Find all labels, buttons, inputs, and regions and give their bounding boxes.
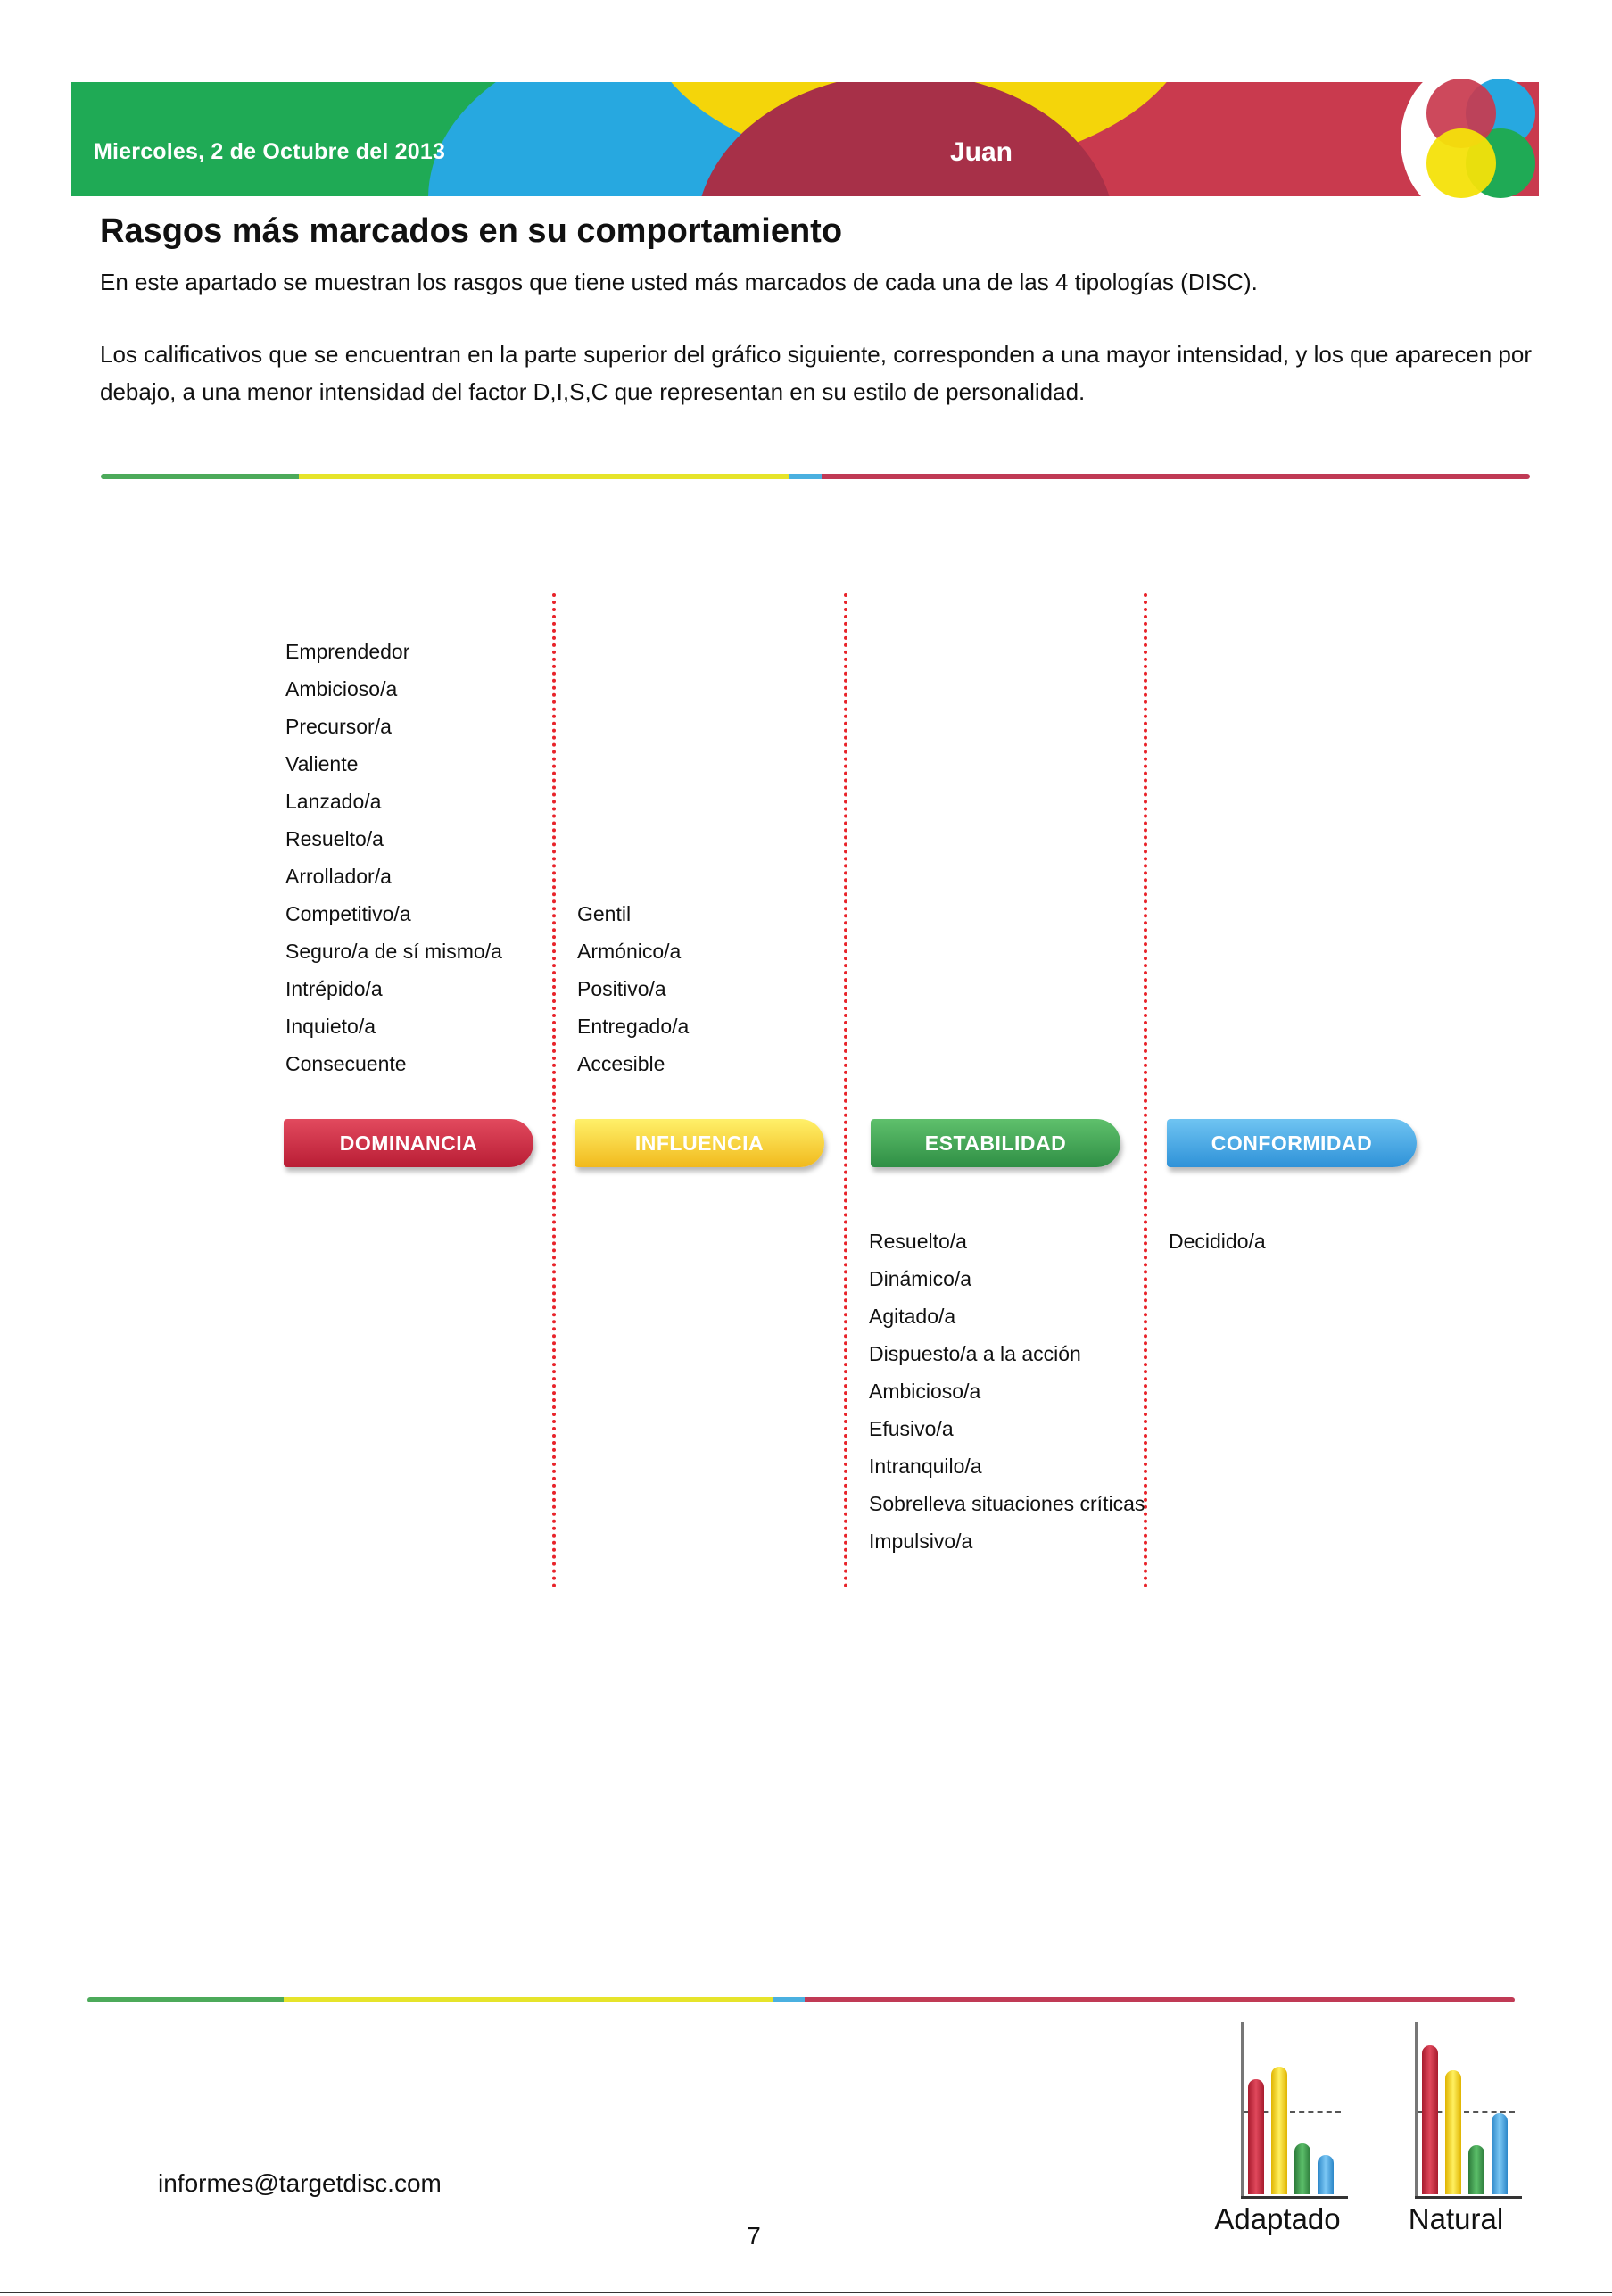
factor-conformidad: CONFORMIDAD: [1167, 1119, 1417, 1167]
mini-chart-x-axis: [1415, 2196, 1522, 2199]
divider-red: [805, 1997, 1515, 2002]
person-name: Juan: [949, 137, 1013, 167]
trait-item: Gentil: [577, 902, 632, 925]
mini-chart-y-axis: [1241, 2022, 1244, 2199]
influencia-traits-above: [577, 895, 689, 1082]
trait-item: Resuelto/a: [869, 1230, 967, 1253]
mini-chart-natural: [1409, 2018, 1525, 2197]
dominancia-traits-above: [285, 633, 502, 1082]
trait-item: Competitivo/a: [285, 902, 411, 925]
trait-item: Sobrelleva situaciones críticas: [869, 1492, 1145, 1515]
mini-chart-x-axis: [1241, 2196, 1348, 2199]
bottom-divider: [87, 1997, 1515, 2002]
separator-d-i: [552, 593, 556, 1588]
trait-item: Dispuesto/a a la acción: [869, 1342, 1081, 1365]
divider-red: [822, 474, 1530, 479]
trait-item: Entregado/a: [577, 1015, 690, 1038]
trait-item: Intranquilo/a: [869, 1455, 982, 1478]
divider-blue: [789, 474, 822, 479]
trait-item: Lanzado/a: [285, 790, 382, 813]
trait-item: Intrépido/a: [285, 977, 383, 1000]
conformidad-traits-below: [1169, 1223, 1266, 1260]
trait-item: Armónico/a: [577, 940, 682, 963]
factor-influencia: INFLUENCIA: [575, 1119, 824, 1167]
trait-item: Decidido/a: [1169, 1230, 1266, 1253]
mini-chart-adaptado: [1236, 2018, 1352, 2197]
bar-conformidad: [1318, 2155, 1334, 2194]
report-date: Miercoles, 2 de Octubre del 2013: [94, 139, 446, 164]
bar-influencia: [1445, 2070, 1461, 2194]
factor-estabilidad: ESTABILIDAD: [871, 1119, 1120, 1167]
page-bottom-rule: [0, 2292, 1612, 2293]
page-number: 7: [747, 2222, 761, 2250]
trait-item: Valiente: [285, 752, 359, 775]
trait-item: Ambicioso/a: [285, 677, 398, 700]
trait-item: Ambicioso/a: [869, 1380, 981, 1403]
disc-logo-icon: [1414, 79, 1548, 203]
section-intro: En este apartado se muestran los rasgos que tiene usted más marcados de cada una de las 4 tipologías (DISC).: [100, 269, 1258, 295]
trait-item: Precursor/a: [285, 715, 392, 738]
logo-yellow-circle: [1426, 128, 1496, 198]
bar-influencia: [1271, 2067, 1287, 2194]
trait-item: Inquieto/a: [285, 1015, 376, 1038]
bar-estabilidad: [1294, 2143, 1310, 2194]
trait-item: Resuelto/a: [285, 827, 384, 850]
mini-chart-label-adaptado: Adaptado: [1214, 2202, 1341, 2235]
divider-yellow: [299, 474, 789, 479]
bar-dominancia: [1248, 2079, 1264, 2194]
bar-conformidad: [1492, 2113, 1508, 2194]
bar-estabilidad: [1468, 2145, 1484, 2194]
contact-email: informes@targetdisc.com: [158, 2169, 442, 2197]
trait-item: Accesible: [577, 1052, 665, 1075]
section-description: Los calificativos que se encuentran en la parte superior del gráfico siguiente, corresponden a una mayor intensidad, y los que aparecen por debajo, a una menor intensidad del factor D,I,S,C que representan en su estilo de personalidad.: [100, 341, 1532, 405]
factor-dominancia: DOMINANCIA: [284, 1119, 533, 1167]
trait-item: Dinámico/a: [869, 1267, 972, 1290]
divider-blue: [773, 1997, 805, 2002]
trait-item: Consecuente: [285, 1052, 407, 1075]
bar-dominancia: [1422, 2045, 1438, 2194]
divider-green: [101, 474, 299, 479]
trait-item: Impulsivo/a: [869, 1529, 973, 1553]
trait-item: Efusivo/a: [869, 1417, 954, 1440]
mini-chart-y-axis: [1415, 2022, 1418, 2199]
trait-item: Emprendedor: [285, 640, 410, 663]
trait-item: Seguro/a de sí mismo/a: [285, 940, 502, 963]
mini-chart-label-natural: Natural: [1408, 2202, 1504, 2235]
trait-item: Agitado/a: [869, 1305, 956, 1328]
separator-i-s: [844, 593, 847, 1588]
section-title: Rasgos más marcados en su comportamiento: [100, 212, 843, 250]
estabilidad-traits-below: [869, 1223, 1145, 1560]
trait-item: Positivo/a: [577, 977, 666, 1000]
trait-item: Arrollador/a: [285, 865, 392, 888]
top-divider: [101, 474, 1530, 479]
divider-yellow: [284, 1997, 773, 2002]
divider-green: [87, 1997, 284, 2002]
